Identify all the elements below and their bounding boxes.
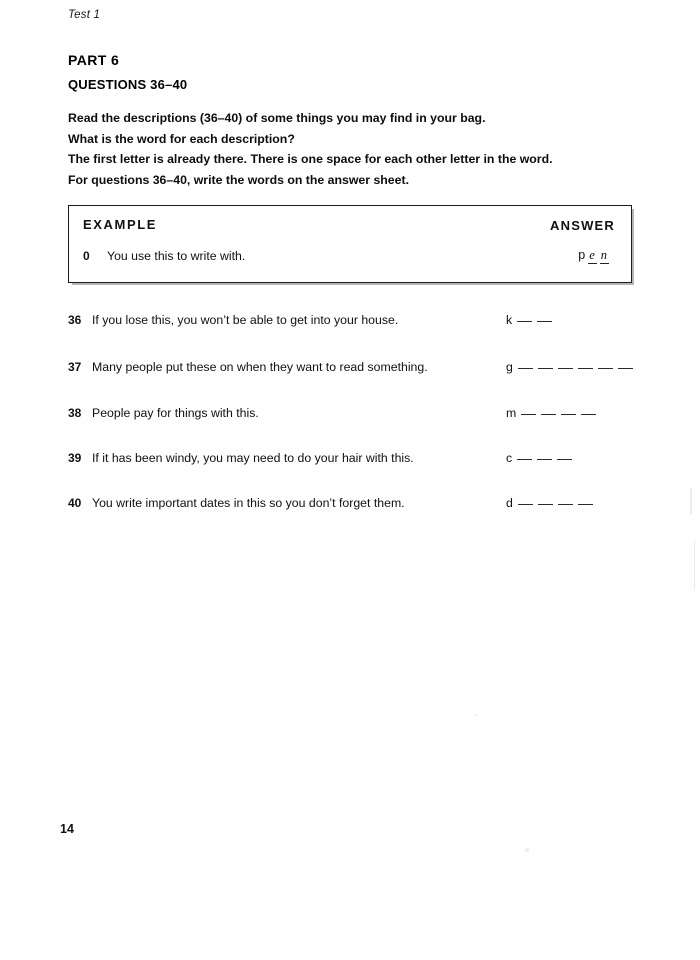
question-answer-blanks[interactable]: [506, 406, 596, 420]
blank-line: [517, 321, 532, 322]
answer-first-letter: m: [506, 406, 517, 420]
example-answer-letter: n: [600, 248, 607, 262]
scan-artifact: [690, 488, 692, 514]
question-row: [68, 360, 630, 378]
question-row: [68, 406, 630, 424]
question-row: [68, 313, 630, 331]
question-row: [68, 451, 630, 469]
question-answer-blanks[interactable]: [506, 360, 633, 374]
blank-line: [581, 414, 596, 415]
blank-line: [558, 504, 573, 505]
scan-artifact: [525, 848, 529, 852]
answer-first-letter: d: [506, 496, 513, 510]
example-item-number: 0: [83, 249, 90, 263]
question-number: 40: [68, 496, 82, 510]
example-label: EXAMPLE: [83, 217, 158, 232]
question-answer-blanks[interactable]: [506, 451, 572, 465]
question-text: If it has been windy, you may need to do your hair with this.: [92, 451, 414, 465]
blank-line: [538, 504, 553, 505]
blank-lines: [512, 313, 552, 327]
example-answer-letter: e: [589, 248, 595, 262]
question-answer-blanks[interactable]: [506, 313, 552, 327]
blank-lines: [513, 496, 593, 510]
question-number: 39: [68, 451, 82, 465]
example-box: [68, 205, 632, 283]
question-row: [68, 496, 630, 514]
blank-lines: [516, 406, 596, 420]
question-text: Many people put these on when they want to read something.: [92, 360, 428, 374]
instruction-line: For questions 36–40, write the words on the answer sheet.: [68, 172, 409, 187]
question-text: If you lose this, you won’t be able to get into your house.: [92, 313, 399, 327]
question-number: 36: [68, 313, 82, 327]
instruction-line: What is the word for each description?: [68, 131, 295, 146]
running-head: Test 1: [68, 9, 101, 21]
blank-lines: [512, 451, 572, 465]
blank-line: [517, 459, 532, 460]
page-number: 14: [60, 822, 74, 836]
blank-line: [537, 459, 552, 460]
answer-label: ANSWER: [550, 218, 615, 233]
blank-line: [618, 368, 633, 369]
answer-first-letter: c: [506, 451, 513, 465]
blank-line: [541, 414, 556, 415]
example-answer-first-letter: p: [578, 248, 586, 262]
question-number: 37: [68, 360, 82, 374]
question-text: People pay for things with this.: [92, 406, 259, 420]
part-title: PART 6: [68, 52, 120, 68]
question-answer-blanks[interactable]: [506, 496, 593, 510]
blank-line: [538, 368, 553, 369]
question-text: You write important dates in this so you don’t forget them.: [92, 496, 405, 510]
blank-line: [578, 368, 593, 369]
instruction-line: The first letter is already there. There is one space for each other letter in the word.: [68, 152, 553, 166]
example-item-text: You use this to write with.: [107, 249, 246, 263]
blank-line: [518, 504, 533, 505]
instructions-block: [68, 111, 628, 193]
blank-lines: [513, 360, 633, 374]
answer-first-letter: g: [506, 360, 513, 374]
blank-line: [537, 321, 552, 322]
blank-line: [521, 414, 536, 415]
blank-line: [561, 414, 576, 415]
questions-range-title: QUESTIONS 36–40: [68, 77, 188, 92]
blank-line: [578, 504, 593, 505]
blank-line: [518, 368, 533, 369]
blank-line: [558, 368, 573, 369]
example-answer: [578, 248, 609, 263]
blank-line: [598, 368, 613, 369]
scan-artifact: [474, 714, 477, 716]
answer-first-letter: k: [506, 313, 513, 327]
blank-line: [557, 459, 572, 460]
instruction-line: Read the descriptions (36–40) of some things you may find in your bag.: [68, 111, 486, 125]
question-number: 38: [68, 406, 82, 420]
scan-artifact: [694, 540, 695, 590]
